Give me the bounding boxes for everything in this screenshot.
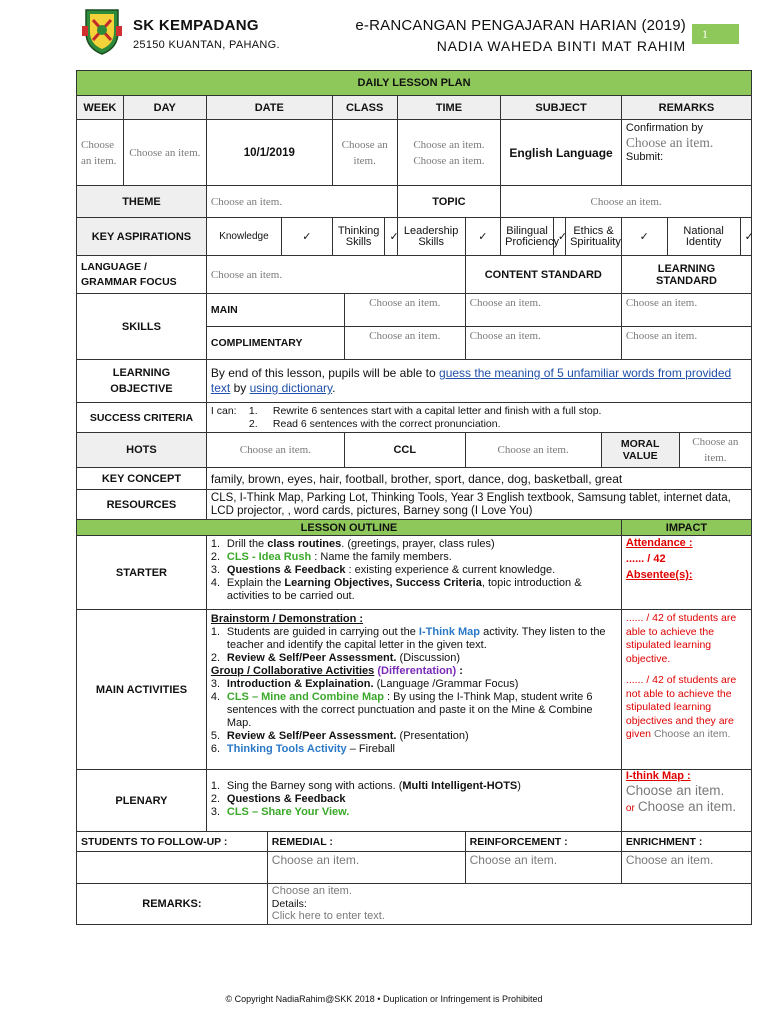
remarks-header: REMARKS	[621, 96, 751, 120]
complimentary-skill-label: COMPLIMENTARY	[206, 327, 344, 360]
teacher-name: NADIA WAHEDA BINTI MAT RAHIM	[436, 38, 686, 54]
time-start-select[interactable]: Choose an item.	[413, 138, 485, 151]
subject-header: SUBJECT	[501, 96, 622, 120]
complimentary-content-standard-select[interactable]: Choose an item.	[465, 327, 621, 360]
ccl-label: CCL	[344, 433, 465, 468]
plenary-step-2: 2. Questions & Feedback	[210, 793, 346, 805]
page-header	[0, 0, 768, 66]
plenary-step-1: 1. Sing the Barney song with actions. (Multi Intelligent-HOTS)	[210, 780, 521, 792]
learning-objective-link-dictionary[interactable]: using dictionary	[249, 381, 333, 395]
hots-select[interactable]: Choose an item.	[206, 433, 344, 468]
learning-objective-label: LEARNING OBJECTIVE	[77, 360, 207, 403]
confirmation-label: Confirmation by	[625, 122, 703, 134]
plenary-steps	[211, 780, 617, 819]
learning-objective-link-guess[interactable]: guess the meaning of 5 unfamiliar words from provided text	[210, 366, 732, 395]
ccl-select[interactable]: Choose an item.	[465, 433, 601, 468]
success-criteria-item-1: Rewrite 6 sentences start with a capital letter and finish with a full stop.	[272, 404, 602, 417]
hots-label: HOTS	[77, 433, 207, 468]
main-skill-label: MAIN	[206, 294, 344, 327]
aspiration-bilingual-proficiency: Bilingual Proficiency	[501, 218, 554, 256]
learning-objective-prefix: By end of this lesson, pupils will be able to	[210, 366, 436, 380]
learning-objective-by: by	[233, 381, 247, 395]
time-end-select[interactable]: Choose an item.	[413, 154, 485, 167]
learning-standard-label: LEARNING STANDARD	[621, 256, 751, 294]
aspiration-bilingual-check[interactable]: ✓	[553, 218, 565, 256]
remedial-select[interactable]: Choose an item.	[267, 852, 465, 884]
starter-label: STARTER	[77, 536, 207, 610]
remedial-label: REMEDIAL :	[267, 832, 465, 852]
aspiration-leadership-skills-check[interactable]: ✓	[465, 218, 501, 256]
aspiration-thinking-skills-check[interactable]: ✓	[385, 218, 397, 256]
week-select[interactable]: Choose an item.	[77, 120, 124, 186]
absentee-label: Absentee(s):	[625, 569, 693, 581]
key-aspirations-row	[77, 218, 752, 256]
aspiration-ethics-check[interactable]: ✓	[621, 218, 667, 256]
confirmation-select[interactable]: Choose an item.	[625, 135, 714, 150]
resources-value: CLS, I-Think Map, Parking Lot, Thinking Tools, Year 3 English textbook, Samsung tablet, internet data, LCD projector, , word cards, pictures, Barney song (I Love You)	[206, 490, 751, 520]
main-learning-standard-select[interactable]: Choose an item.	[621, 294, 751, 327]
resources-label: RESOURCES	[77, 490, 207, 520]
starter-step-2: 2. CLS - Idea Rush : Name the family members.	[210, 551, 452, 563]
attendance-value[interactable]: ...... / 42	[625, 553, 666, 565]
impact-header: IMPACT	[621, 520, 751, 536]
aspiration-knowledge-check[interactable]: ✓	[281, 218, 332, 256]
main-content-standard-select[interactable]: Choose an item.	[465, 294, 621, 327]
success-criteria-num-1: 1.	[248, 404, 258, 417]
class-select[interactable]: Choose an item.	[332, 120, 397, 186]
school-name: SK KEMPADANG	[133, 17, 259, 34]
complimentary-learning-standard-select[interactable]: Choose an item.	[621, 327, 751, 360]
attendance-label: Attendance :	[625, 537, 693, 549]
date-header: DATE	[206, 96, 332, 120]
theme-select[interactable]: Choose an item.	[206, 186, 397, 218]
differentiation-label: (Differentation)	[377, 665, 457, 677]
week-header: WEEK	[77, 96, 124, 120]
details-input[interactable]: Click here to enter text.	[271, 910, 385, 922]
topic-label: TOPIC	[397, 186, 501, 218]
enrichment-label: ENRICHMENT :	[621, 832, 751, 852]
ithink-map-select-2[interactable]: Choose an item.	[637, 799, 737, 814]
submit-label: Submit:	[625, 151, 664, 163]
key-concept-value: family, brown, eyes, hair, football, brother, sport, dance, dog, basketball, great	[206, 468, 751, 490]
success-criteria-list	[211, 405, 747, 418]
key-aspirations-label: KEY ASPIRATIONS	[77, 218, 207, 256]
lesson-plan-table	[76, 70, 752, 925]
impact-achieve-text: ...... / 42 of students are able to achieve the stipulated learning objective.	[625, 612, 737, 665]
remarks-bottom-label: REMARKS:	[77, 884, 268, 925]
moral-value-label: MORAL VALUE	[601, 433, 679, 468]
main-step-4: 4. CLS – Mine and Combine Map : By using the I-Think Map, student write 6 sentences with the correct punctuation and paste it on the Mine & Combine Map.	[210, 691, 593, 729]
starter-step-1: 1. Drill the class routines. (greetings, prayer, class rules)	[210, 538, 495, 550]
impact-not-achieve-block	[626, 674, 747, 742]
group-heading: Group / Collaborative Activities	[210, 665, 375, 677]
language-focus-label: LANGUAGE / GRAMMAR FOCUS	[77, 256, 207, 294]
success-criteria-prefix: I can:	[210, 404, 237, 417]
aspiration-knowledge: Knowledge	[206, 218, 281, 256]
class-header: CLASS	[332, 96, 397, 120]
moral-value-select[interactable]: Choose an item.	[679, 433, 751, 468]
subject-value: English Language	[501, 120, 622, 186]
aspiration-national-identity-check[interactable]: ✓	[740, 218, 751, 256]
reinforcement-label: REINFORCEMENT :	[465, 832, 621, 852]
aspiration-thinking-skills: Thinking Skills	[332, 218, 385, 256]
main-step-1: 1. Students are guided in carrying out the I-Think Map activity. They listen to the teacher and identify the capital letter in the given text.	[210, 626, 606, 651]
main-step-5: 5. Review & Self/Peer Assessment. (Presentation)	[210, 730, 469, 742]
brainstorm-heading: Brainstorm / Demonstration :	[210, 613, 364, 625]
remarks-bottom-select[interactable]: Choose an item.	[271, 885, 352, 897]
aspiration-national-identity: National Identity	[667, 218, 740, 256]
main-activities-label: MAIN ACTIVITIES	[77, 610, 207, 770]
date-value[interactable]: 10/1/2019	[206, 120, 332, 186]
followup-students-field[interactable]	[77, 852, 268, 884]
main-step-3: 3. Introduction & Explaination. (Language /Grammar Focus)	[210, 678, 519, 690]
main-step-6: 6. Thinking Tools Activity – Fireball	[210, 743, 395, 755]
plenary-step-3: 3. CLS – Share Your View.	[210, 806, 350, 818]
topic-select[interactable]: Choose an item.	[501, 186, 752, 218]
success-criteria-num-2: 2.	[248, 417, 258, 430]
main-step-2: 2. Review & Self/Peer Assessment. (Discussion)	[210, 652, 461, 664]
reinforcement-select[interactable]: Choose an item.	[465, 852, 621, 884]
lesson-outline-header: LESSON OUTLINE	[77, 520, 622, 536]
impact-given-select[interactable]: Choose an item.	[653, 728, 731, 740]
followup-label: STUDENTS TO FOLLOW-UP :	[77, 832, 268, 852]
ithink-or: or	[625, 803, 635, 814]
main-steps-brainstorm	[211, 626, 617, 665]
page-number-badge: 1	[692, 24, 739, 44]
column-headers	[77, 96, 752, 120]
school-crest-icon	[80, 6, 124, 56]
starter-step-4: 4. Explain the Learning Objectives, Success Criteria, topic introduction & activities to be carried out.	[210, 577, 582, 602]
time-header: TIME	[397, 96, 501, 120]
day-select[interactable]: Choose an item.	[123, 120, 206, 186]
complimentary-skill-select[interactable]: Choose an item.	[344, 327, 465, 360]
theme-label: THEME	[77, 186, 207, 218]
daily-lesson-plan-title: DAILY LESSON PLAN	[77, 71, 752, 96]
starter-step-3: 3. Questions & Feedback : existing experience & current knowledge.	[210, 564, 556, 576]
success-criteria-label: SUCCESS CRITERIA	[77, 403, 207, 433]
day-header: DAY	[123, 96, 206, 120]
copyright-footer: © Copyright NadiaRahim@SKK 2018 • Duplication or Infringement is Prohibited	[225, 994, 543, 1004]
key-concept-label: KEY CONCEPT	[77, 468, 207, 490]
enrichment-select[interactable]: Choose an item.	[621, 852, 751, 884]
success-criteria-item-2: Read 6 sentences with the correct pronunciation.	[272, 417, 501, 430]
group-heading-line: Group / Collaborative Activities (Differentation) :	[210, 665, 463, 677]
ithink-map-select-1[interactable]: Choose an item.	[625, 783, 725, 798]
ithink-map-label: I-think Map :	[625, 770, 691, 782]
main-skill-select[interactable]: Choose an item.	[344, 294, 465, 327]
content-standard-label: CONTENT STANDARD	[465, 256, 621, 294]
impact-not-achieve-text: ...... / 42 of students are not able to achieve the stipulated learning objectives and they are given	[625, 674, 737, 740]
language-focus-select[interactable]: Choose an item.	[206, 256, 465, 294]
aspiration-leadership-skills: Leadership Skills	[397, 218, 465, 256]
starter-steps	[211, 538, 617, 603]
school-address: 25150 KUANTAN, PAHANG.	[133, 39, 280, 51]
learning-objective-text: By end of this lesson, pupils will be able to guess the meaning of 5 unfamiliar words from provided text by using dictionary.	[206, 360, 751, 403]
main-steps-group	[211, 678, 617, 756]
plenary-label: PLENARY	[77, 770, 207, 832]
plan-title: e-RANCANGAN PENGAJARAN HARIAN (2019)	[355, 17, 686, 34]
skills-label: SKILLS	[77, 294, 207, 360]
aspiration-ethics-spirituality: Ethics & Spirituality	[566, 218, 622, 256]
details-label: Details:	[271, 897, 307, 910]
